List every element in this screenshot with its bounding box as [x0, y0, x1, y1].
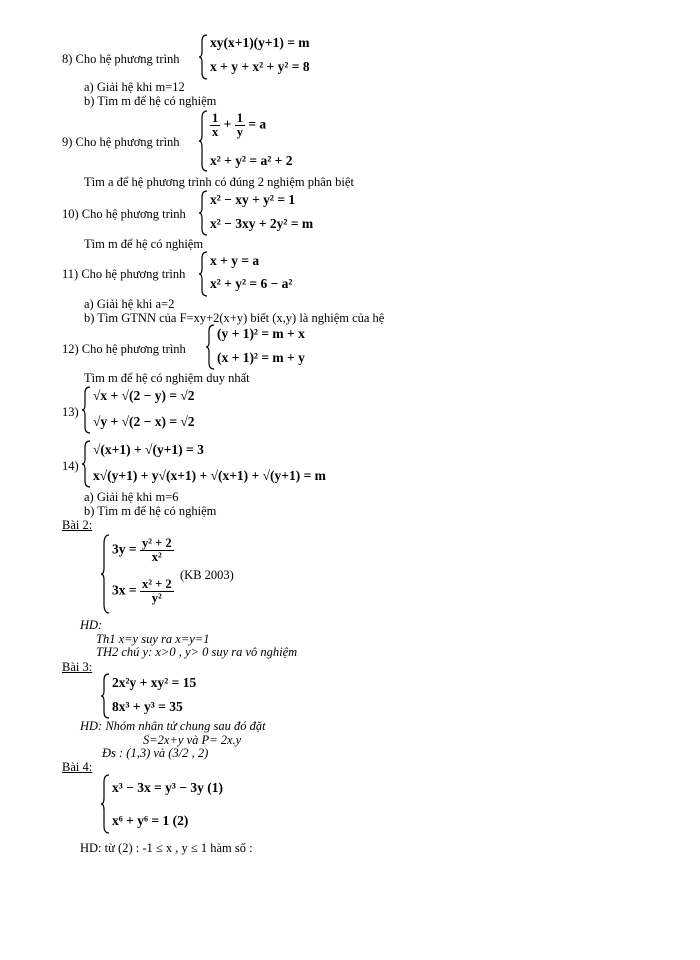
brace [101, 774, 111, 834]
problem-8-part-b: b) Tìm m để hệ có nghiệm [84, 94, 217, 108]
bai-3-eq2: 8x³ + y³ = 35 [112, 699, 183, 714]
bai-4-hd: HD: từ (2) : -1 ≤ x , y ≤ 1 hàm số : [80, 841, 253, 855]
problem-11-eq1: x + y = a [210, 253, 260, 268]
fraction: $\frac{1}{x}$ [212, 111, 219, 139]
problem-12-note: Tìm m để hệ có nghiệm duy nhất [84, 371, 250, 385]
bai-3-eq1: 2x²y + xy² = 15 [112, 675, 197, 690]
brace [101, 534, 111, 614]
fraction: $\frac{1}{y}$ [236, 111, 243, 139]
problem-11-part-b: b) Tìm GTNN của F=xy+2(x+y) biết (x,y) là nghiệm của hệ [84, 311, 385, 325]
problem-8-part-a: a) Giải hệ khi m=12 [84, 80, 185, 94]
bai-2-eq1: 3y = $\frac{\text{y² + 2}}{\text{x²}}$ [112, 536, 172, 564]
problem-13-number: 13) [62, 405, 79, 419]
bai-2-eq2: 3x = $\frac{\text{x² + 2}}{\text{y²}}$ [112, 577, 172, 605]
bai-3-substitution: S=2x+y và P= 2x.y [143, 733, 242, 747]
brace [82, 386, 92, 434]
brace [199, 34, 209, 80]
problem-13-eq1: √x + √(2 − y) = √2 [93, 388, 195, 403]
bai-2-case-2: TH2 chú y: x>0 , y> 0 suy ra vô nghiệm [96, 645, 298, 659]
bai-2-source: (KB 2003) [180, 568, 234, 582]
problem-11-eq2: x² + y² = 6 − a² [210, 276, 293, 291]
brace [199, 190, 209, 236]
problem-12-eq1: (y + 1)² = m + x [217, 326, 305, 341]
problem-9-note: Tìm a để hệ phương trình có đúng 2 nghiệm phân biệt [84, 175, 354, 189]
problem-11-title: 11) Cho hệ phương trình [62, 267, 186, 281]
bai-3-answer: Đs : (1,3) và (3/2 , 2) [102, 746, 209, 760]
problem-9-title: 9) Cho hệ phương trình [62, 135, 180, 149]
problem-10-eq1: x² − xy + y² = 1 [210, 192, 296, 207]
bai-2-heading: Bài 2: [62, 518, 93, 532]
problem-12-title: 12) Cho hệ phương trình [62, 342, 186, 356]
problem-9-eq1: $\frac{1}{x}$ + $\frac{1}{y}$ = a [212, 111, 267, 139]
bai-4-eq2: x⁶ + y⁶ = 1 (2) [112, 813, 189, 828]
brace [199, 251, 209, 297]
brace [206, 324, 216, 370]
problem-11-part-a: a) Giải hệ khi a=2 [84, 297, 175, 311]
brace [82, 440, 92, 488]
bai-2-case-1: Th1 x=y suy ra x=y=1 [96, 632, 210, 646]
bai-4-heading: Bài 4: [62, 760, 93, 774]
problem-8-title: 8) Cho hệ phương trình [62, 52, 180, 66]
brace [101, 673, 111, 719]
brace [199, 110, 209, 172]
problem-8-eq1: xy(x+1)(y+1) = m [210, 35, 310, 50]
problem-8-eq2: x + y + x² + y² = 8 [210, 59, 310, 74]
bai-2-hd: HD: [80, 618, 103, 632]
bai-3-hd: HD: Nhóm nhân tử chung sau đó đặt [80, 719, 266, 733]
problem-14-number: 14) [62, 459, 79, 473]
problem-9-eq2: x² + y² = a² + 2 [210, 153, 293, 168]
problem-10-title: 10) Cho hệ phương trình [62, 207, 186, 221]
bai-4-eq1: x³ − 3x = y³ − 3y (1) [112, 780, 224, 795]
problem-14-eq1: √(x+1) + √(y+1) = 3 [93, 442, 204, 457]
problem-14-part-a: a) Giải hệ khi m=6 [84, 490, 179, 504]
problem-14-eq2: x√(y+1) + y√(x+1) + √(x+1) + √(y+1) = m [93, 468, 326, 483]
problem-12-eq2: (x + 1)² = m + y [217, 350, 305, 365]
fraction: $\frac{\text{y² + 2}}{\text{x²}}$ [141, 536, 172, 564]
bai-3-heading: Bài 3: [62, 660, 93, 674]
fraction: $\frac{\text{x² + 2}}{\text{y²}}$ [141, 577, 172, 605]
problem-14-part-b: b) Tìm m để hệ có nghiệm [84, 504, 217, 518]
problem-13-eq2: √y + √(2 − x) = √2 [93, 414, 195, 429]
problem-10-eq2: x² − 3xy + 2y² = m [210, 216, 314, 231]
problem-10-note: Tìm m để hệ có nghiệm [84, 237, 204, 251]
